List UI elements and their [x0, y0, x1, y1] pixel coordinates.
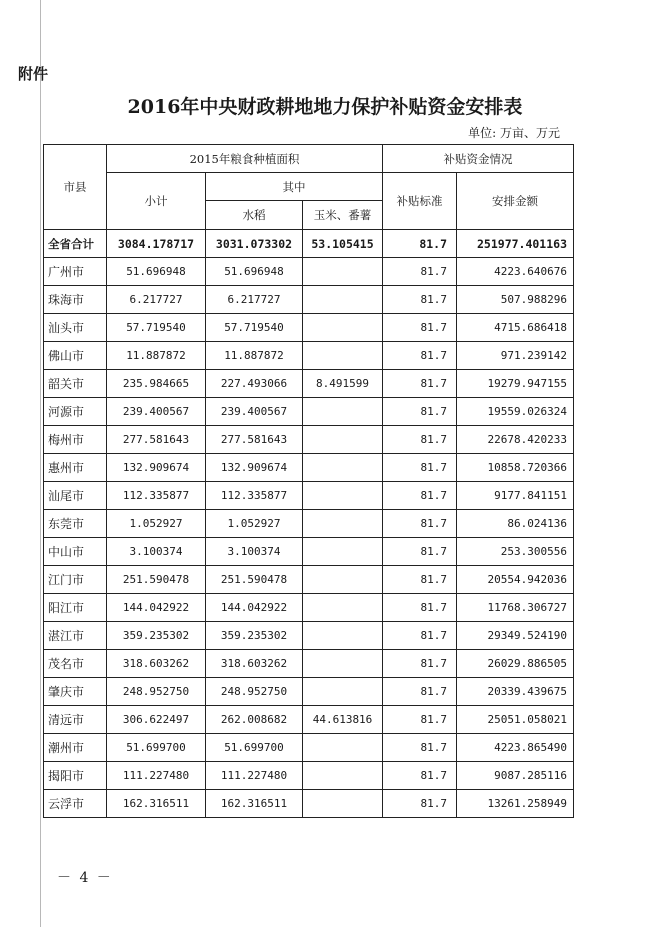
table-row [44, 370, 574, 398]
amount-cell: 9087.285116 [457, 762, 574, 790]
city-name: 佛山市 [44, 342, 107, 370]
subtotal-cell: 3.100374 [107, 538, 206, 566]
header-city: 市县 [44, 145, 107, 230]
attachment-label: 附件 [18, 65, 49, 83]
header-of-which: 其中 [206, 173, 383, 201]
standard-cell: 81.7 [383, 258, 457, 286]
corn-cell [303, 314, 383, 342]
amount-cell: 13261.258949 [457, 790, 574, 818]
corn-cell [303, 734, 383, 762]
corn-cell: 8.491599 [303, 370, 383, 398]
city-name: 湛江市 [44, 622, 107, 650]
subtotal-cell: 306.622497 [107, 706, 206, 734]
city-name: 中山市 [44, 538, 107, 566]
standard-cell: 81.7 [383, 370, 457, 398]
table-row [44, 454, 574, 482]
corn-cell [303, 594, 383, 622]
city-name: 阳江市 [44, 594, 107, 622]
standard-cell: 81.7 [383, 510, 457, 538]
table-row [44, 286, 574, 314]
total-corn: 53.105415 [303, 230, 383, 258]
subtotal-cell: 51.699700 [107, 734, 206, 762]
header-rice: 水稻 [206, 201, 303, 230]
corn-cell [303, 538, 383, 566]
rice-cell: 132.909674 [206, 454, 303, 482]
standard-cell: 81.7 [383, 566, 457, 594]
city-name: 汕尾市 [44, 482, 107, 510]
subsidy-table [43, 144, 574, 818]
standard-cell: 81.7 [383, 538, 457, 566]
rice-cell: 51.696948 [206, 258, 303, 286]
corn-cell [303, 258, 383, 286]
standard-cell: 81.7 [383, 454, 457, 482]
city-name: 韶关市 [44, 370, 107, 398]
table-row [44, 314, 574, 342]
corn-cell: 44.613816 [303, 706, 383, 734]
corn-cell [303, 622, 383, 650]
amount-cell: 26029.886505 [457, 650, 574, 678]
city-name: 茂名市 [44, 650, 107, 678]
standard-cell: 81.7 [383, 622, 457, 650]
subtotal-cell: 162.316511 [107, 790, 206, 818]
corn-cell [303, 566, 383, 594]
header-subsidy-group: 补贴资金情况 [383, 145, 574, 173]
table-row [44, 482, 574, 510]
corn-cell [303, 286, 383, 314]
table-row [44, 342, 574, 370]
amount-cell: 4223.640676 [457, 258, 574, 286]
rice-cell: 11.887872 [206, 342, 303, 370]
amount-cell: 19279.947155 [457, 370, 574, 398]
subtotal-cell: 359.235302 [107, 622, 206, 650]
city-name: 云浮市 [44, 790, 107, 818]
total-row [44, 230, 574, 258]
subtotal-cell: 144.042922 [107, 594, 206, 622]
standard-cell: 81.7 [383, 706, 457, 734]
table-row [44, 706, 574, 734]
table-row [44, 790, 574, 818]
subtotal-cell: 1.052927 [107, 510, 206, 538]
corn-cell [303, 790, 383, 818]
total-subtotal: 3084.178717 [107, 230, 206, 258]
rice-cell: 277.581643 [206, 426, 303, 454]
rice-cell: 51.699700 [206, 734, 303, 762]
corn-cell [303, 398, 383, 426]
standard-cell: 81.7 [383, 762, 457, 790]
standard-cell: 81.7 [383, 594, 457, 622]
table-row [44, 762, 574, 790]
amount-cell: 971.239142 [457, 342, 574, 370]
page-margin-line [40, 0, 41, 927]
subtotal-cell: 318.603262 [107, 650, 206, 678]
city-name: 潮州市 [44, 734, 107, 762]
header-standard: 补贴标准 [383, 173, 457, 230]
header-area-group: 2015年粮食种植面积 [107, 145, 383, 173]
subtotal-cell: 111.227480 [107, 762, 206, 790]
subtotal-cell: 6.217727 [107, 286, 206, 314]
amount-cell: 25051.058021 [457, 706, 574, 734]
city-name: 梅州市 [44, 426, 107, 454]
standard-cell: 81.7 [383, 678, 457, 706]
corn-cell [303, 678, 383, 706]
subtotal-cell: 132.909674 [107, 454, 206, 482]
amount-cell: 11768.306727 [457, 594, 574, 622]
corn-cell [303, 510, 383, 538]
city-name: 河源市 [44, 398, 107, 426]
standard-cell: 81.7 [383, 342, 457, 370]
table-row [44, 538, 574, 566]
subtotal-cell: 51.696948 [107, 258, 206, 286]
corn-cell [303, 650, 383, 678]
city-name: 揭阳市 [44, 762, 107, 790]
amount-cell: 4715.686418 [457, 314, 574, 342]
rice-cell: 239.400567 [206, 398, 303, 426]
amount-cell: 19559.026324 [457, 398, 574, 426]
city-name: 广州市 [44, 258, 107, 286]
amount-cell: 29349.524190 [457, 622, 574, 650]
corn-cell [303, 482, 383, 510]
city-name: 惠州市 [44, 454, 107, 482]
rice-cell: 359.235302 [206, 622, 303, 650]
amount-cell: 20554.942036 [457, 566, 574, 594]
rice-cell: 111.227480 [206, 762, 303, 790]
standard-cell: 81.7 [383, 482, 457, 510]
total-standard: 81.7 [383, 230, 457, 258]
standard-cell: 81.7 [383, 398, 457, 426]
amount-cell: 20339.439675 [457, 678, 574, 706]
standard-cell: 81.7 [383, 650, 457, 678]
city-name: 江门市 [44, 566, 107, 594]
city-name: 珠海市 [44, 286, 107, 314]
header-subtotal: 小计 [107, 173, 206, 230]
standard-cell: 81.7 [383, 314, 457, 342]
corn-cell [303, 454, 383, 482]
subtotal-cell: 57.719540 [107, 314, 206, 342]
total-name: 全省合计 [44, 230, 107, 258]
amount-cell: 22678.420233 [457, 426, 574, 454]
amount-cell: 4223.865490 [457, 734, 574, 762]
table-row [44, 426, 574, 454]
table-row [44, 678, 574, 706]
page-number: － 4 － [57, 870, 113, 886]
rice-cell: 318.603262 [206, 650, 303, 678]
standard-cell: 81.7 [383, 426, 457, 454]
table-row [44, 258, 574, 286]
table-row [44, 398, 574, 426]
rice-cell: 162.316511 [206, 790, 303, 818]
header-corn: 玉米、番薯 [303, 201, 383, 230]
subtotal-cell: 235.984665 [107, 370, 206, 398]
city-name: 肇庆市 [44, 678, 107, 706]
subtotal-cell: 112.335877 [107, 482, 206, 510]
amount-cell: 86.024136 [457, 510, 574, 538]
amount-cell: 10858.720366 [457, 454, 574, 482]
rice-cell: 57.719540 [206, 314, 303, 342]
total-amount: 251977.401163 [457, 230, 574, 258]
table-row [44, 594, 574, 622]
standard-cell: 81.7 [383, 734, 457, 762]
table-row [44, 734, 574, 762]
total-rice: 3031.073302 [206, 230, 303, 258]
table-row [44, 650, 574, 678]
city-name: 汕头市 [44, 314, 107, 342]
standard-cell: 81.7 [383, 790, 457, 818]
subtotal-cell: 251.590478 [107, 566, 206, 594]
city-name: 清远市 [44, 706, 107, 734]
subtotal-cell: 11.887872 [107, 342, 206, 370]
table-row [44, 622, 574, 650]
amount-cell: 9177.841151 [457, 482, 574, 510]
rice-cell: 227.493066 [206, 370, 303, 398]
rice-cell: 251.590478 [206, 566, 303, 594]
city-name: 东莞市 [44, 510, 107, 538]
header-amount: 安排金额 [457, 173, 574, 230]
corn-cell [303, 342, 383, 370]
rice-cell: 262.008682 [206, 706, 303, 734]
page-title: 2016年中央财政耕地地力保护补贴资金安排表 [127, 96, 523, 118]
rice-cell: 112.335877 [206, 482, 303, 510]
rice-cell: 1.052927 [206, 510, 303, 538]
rice-cell: 3.100374 [206, 538, 303, 566]
corn-cell [303, 426, 383, 454]
unit-note: 单位: 万亩、万元 [468, 126, 560, 140]
subtotal-cell: 239.400567 [107, 398, 206, 426]
rice-cell: 144.042922 [206, 594, 303, 622]
corn-cell [303, 762, 383, 790]
amount-cell: 253.300556 [457, 538, 574, 566]
table-row [44, 566, 574, 594]
subtotal-cell: 248.952750 [107, 678, 206, 706]
subtotal-cell: 277.581643 [107, 426, 206, 454]
amount-cell: 507.988296 [457, 286, 574, 314]
rice-cell: 6.217727 [206, 286, 303, 314]
table-row [44, 510, 574, 538]
rice-cell: 248.952750 [206, 678, 303, 706]
standard-cell: 81.7 [383, 286, 457, 314]
